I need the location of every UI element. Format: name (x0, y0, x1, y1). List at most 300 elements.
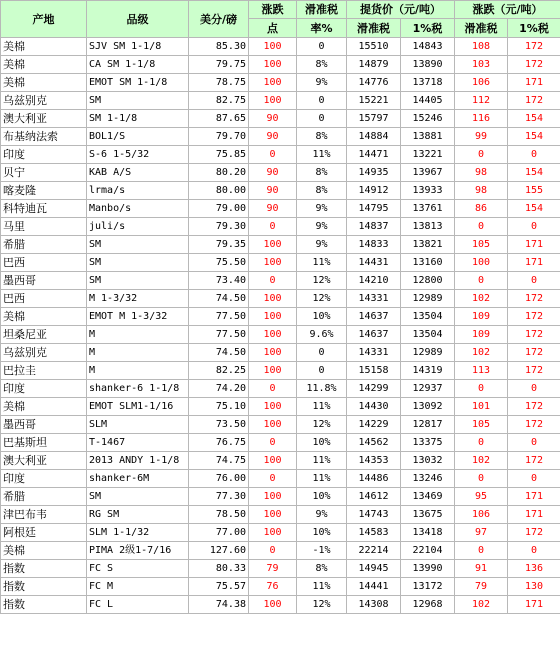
table-row (1, 164, 560, 182)
cell-price: 79.75 (189, 56, 249, 74)
cell-grade: SJV SM 1-1/8 (87, 38, 189, 56)
cell-change-sliding: 0 (455, 470, 508, 488)
cell-change-pts: 0 (249, 272, 297, 290)
cell-price: 78.50 (189, 506, 249, 524)
cell-change-1pct: 172 (508, 326, 560, 344)
cell-sliding-rate: 0 (297, 38, 347, 56)
cell-change-pts: 100 (249, 74, 297, 92)
cell-price-sliding: 14299 (347, 380, 401, 398)
cell-price: 73.40 (189, 272, 249, 290)
cell-change-sliding: 100 (455, 254, 508, 272)
cell-origin: 坦桑尼亚 (1, 326, 87, 344)
cell-change-pts: 90 (249, 164, 297, 182)
cell-sliding-rate: 11% (297, 398, 347, 416)
cell-price-1pct: 12989 (401, 290, 455, 308)
cell-price-sliding: 14612 (347, 488, 401, 506)
cell-grade: SM (87, 92, 189, 110)
cell-change-pts: 90 (249, 182, 297, 200)
cell-change-sliding: 108 (455, 38, 508, 56)
cell-origin: 墨西哥 (1, 272, 87, 290)
cell-grade: SM 1-1/8 (87, 110, 189, 128)
cell-change-pts: 100 (249, 398, 297, 416)
cell-price: 77.50 (189, 308, 249, 326)
cell-change-sliding: 116 (455, 110, 508, 128)
cell-sliding-rate: 12% (297, 416, 347, 434)
cell-change-1pct: 172 (508, 38, 560, 56)
cell-change-pts: 0 (249, 146, 297, 164)
cell-change-pts: 90 (249, 200, 297, 218)
cell-origin: 澳大利亚 (1, 452, 87, 470)
cell-origin: 希腊 (1, 488, 87, 506)
cell-change-sliding: 106 (455, 506, 508, 524)
cell-origin: 美棉 (1, 308, 87, 326)
cell-price-sliding: 14879 (347, 56, 401, 74)
cell-sliding-rate: 12% (297, 596, 347, 614)
cell-grade: shanker-6 1-1/8 (87, 380, 189, 398)
cell-change-sliding: 91 (455, 560, 508, 578)
cell-price: 77.00 (189, 524, 249, 542)
cell-price-sliding: 14912 (347, 182, 401, 200)
cell-grade: FC L (87, 596, 189, 614)
table-row (1, 254, 560, 272)
cell-grade: M (87, 362, 189, 380)
cell-change-pts: 0 (249, 470, 297, 488)
cell-grade: M (87, 344, 189, 362)
cell-origin: 乌兹别克 (1, 92, 87, 110)
cell-change-sliding: 109 (455, 326, 508, 344)
header-usd-per-lb: 美分/磅 (189, 1, 249, 38)
cell-price-1pct: 14405 (401, 92, 455, 110)
cell-sliding-rate: 10% (297, 524, 347, 542)
cell-grade: EMOT SM 1-1/8 (87, 74, 189, 92)
cell-change-sliding: 99 (455, 128, 508, 146)
table-row (1, 362, 560, 380)
cell-price: 80.33 (189, 560, 249, 578)
header-change-group: 涨跌（元/吨） (455, 1, 560, 19)
cell-change-1pct: 0 (508, 542, 560, 560)
cell-origin: 美棉 (1, 38, 87, 56)
cell-price-sliding: 14229 (347, 416, 401, 434)
cell-change-1pct: 172 (508, 290, 560, 308)
cell-sliding-rate: 9% (297, 236, 347, 254)
cell-change-1pct: 172 (508, 398, 560, 416)
table-row (1, 218, 560, 236)
table-row (1, 596, 560, 614)
cell-change-sliding: 0 (455, 380, 508, 398)
header-port-sliding: 滑准税 (347, 19, 401, 38)
cell-price-sliding: 14945 (347, 560, 401, 578)
cell-change-1pct: 172 (508, 344, 560, 362)
cell-change-sliding: 0 (455, 272, 508, 290)
cell-sliding-rate: 12% (297, 290, 347, 308)
cell-price: 75.85 (189, 146, 249, 164)
table-row (1, 344, 560, 362)
table-row (1, 74, 560, 92)
header-change-pts-2: 点 (249, 19, 297, 38)
cell-change-sliding: 102 (455, 344, 508, 362)
cell-price-sliding: 14795 (347, 200, 401, 218)
cell-sliding-rate: 8% (297, 182, 347, 200)
cell-origin: 印度 (1, 470, 87, 488)
cell-price-1pct: 13967 (401, 164, 455, 182)
cell-change-1pct: 171 (508, 488, 560, 506)
cell-sliding-rate: 11% (297, 578, 347, 596)
cell-price-1pct: 13504 (401, 326, 455, 344)
cell-origin: 阿根廷 (1, 524, 87, 542)
cell-change-pts: 0 (249, 380, 297, 398)
cell-price-1pct: 13675 (401, 506, 455, 524)
cell-price-1pct: 14319 (401, 362, 455, 380)
cell-change-pts: 100 (249, 236, 297, 254)
cell-grade: EMOT SLM1-1/16 (87, 398, 189, 416)
cell-price-1pct: 12968 (401, 596, 455, 614)
cell-price-sliding: 14637 (347, 308, 401, 326)
cell-price-1pct: 12800 (401, 272, 455, 290)
cell-price-sliding: 14935 (347, 164, 401, 182)
cell-change-sliding: 101 (455, 398, 508, 416)
cell-price: 77.30 (189, 488, 249, 506)
cell-origin: 印度 (1, 146, 87, 164)
cell-grade: SM (87, 254, 189, 272)
cell-price: 82.25 (189, 362, 249, 380)
cell-change-sliding: 112 (455, 92, 508, 110)
header-chg-sliding: 滑准税 (455, 19, 508, 38)
header-row-1 (1, 1, 560, 19)
cell-grade: SLM 1-1/32 (87, 524, 189, 542)
cell-price-1pct: 22104 (401, 542, 455, 560)
cell-price: 74.75 (189, 452, 249, 470)
cell-origin: 巴西 (1, 290, 87, 308)
header-origin: 产地 (1, 1, 87, 38)
cell-change-1pct: 155 (508, 182, 560, 200)
cell-change-sliding: 0 (455, 542, 508, 560)
cell-price-1pct: 13718 (401, 74, 455, 92)
cell-price-1pct: 13504 (401, 308, 455, 326)
cell-price-sliding: 15510 (347, 38, 401, 56)
cell-change-pts: 100 (249, 92, 297, 110)
cell-sliding-rate: 0 (297, 344, 347, 362)
cell-price-1pct: 13933 (401, 182, 455, 200)
table-row (1, 128, 560, 146)
cell-price: 75.50 (189, 254, 249, 272)
cell-change-pts: 0 (249, 218, 297, 236)
header-sliding-tax-2: 率% (297, 19, 347, 38)
cell-price-1pct: 15246 (401, 110, 455, 128)
cell-price: 74.20 (189, 380, 249, 398)
cell-price-1pct: 13469 (401, 488, 455, 506)
cell-origin: 布基纳法索 (1, 128, 87, 146)
cell-change-1pct: 172 (508, 416, 560, 434)
cell-price-sliding: 15221 (347, 92, 401, 110)
cell-price: 82.75 (189, 92, 249, 110)
cell-change-sliding: 98 (455, 164, 508, 182)
cell-sliding-rate: 9% (297, 200, 347, 218)
cell-change-pts: 90 (249, 110, 297, 128)
cell-sliding-rate: 0 (297, 92, 347, 110)
cell-change-pts: 79 (249, 560, 297, 578)
cell-change-1pct: 171 (508, 506, 560, 524)
table-row (1, 380, 560, 398)
cell-grade: M 1-3/32 (87, 290, 189, 308)
cell-price-1pct: 13813 (401, 218, 455, 236)
table-row (1, 236, 560, 254)
cell-change-sliding: 103 (455, 56, 508, 74)
table-row (1, 470, 560, 488)
cell-change-pts: 100 (249, 290, 297, 308)
cell-change-pts: 100 (249, 362, 297, 380)
cell-origin: 巴基斯坦 (1, 434, 87, 452)
cell-sliding-rate: 0 (297, 110, 347, 128)
cell-price: 79.35 (189, 236, 249, 254)
table-row (1, 38, 560, 56)
cell-origin: 贝宁 (1, 164, 87, 182)
table-row (1, 110, 560, 128)
cell-sliding-rate: 11% (297, 254, 347, 272)
cell-origin: 美棉 (1, 398, 87, 416)
cell-change-pts: 0 (249, 434, 297, 452)
cell-change-sliding: 109 (455, 308, 508, 326)
cell-price-sliding: 14471 (347, 146, 401, 164)
cell-change-1pct: 171 (508, 596, 560, 614)
cell-grade: S-6 1-5/32 (87, 146, 189, 164)
cell-change-pts: 0 (249, 542, 297, 560)
cell-origin: 墨西哥 (1, 416, 87, 434)
cell-price-1pct: 14843 (401, 38, 455, 56)
cell-change-1pct: 154 (508, 200, 560, 218)
cell-sliding-rate: 9.6% (297, 326, 347, 344)
cell-price-sliding: 22214 (347, 542, 401, 560)
cell-origin: 指数 (1, 560, 87, 578)
table-row (1, 56, 560, 74)
cell-sliding-rate: 8% (297, 560, 347, 578)
cell-origin: 巴拉圭 (1, 362, 87, 380)
cell-price: 77.50 (189, 326, 249, 344)
header-grade: 品级 (87, 1, 189, 38)
cell-change-1pct: 171 (508, 254, 560, 272)
cell-origin: 巴西 (1, 254, 87, 272)
cell-change-1pct: 172 (508, 452, 560, 470)
cell-change-1pct: 154 (508, 164, 560, 182)
cell-grade: SM (87, 272, 189, 290)
cell-price-1pct: 13418 (401, 524, 455, 542)
cell-price-sliding: 14562 (347, 434, 401, 452)
table-row (1, 326, 560, 344)
cell-change-sliding: 86 (455, 200, 508, 218)
cell-change-pts: 100 (249, 38, 297, 56)
cell-price-1pct: 13890 (401, 56, 455, 74)
cell-grade: RG SM (87, 506, 189, 524)
cell-change-1pct: 172 (508, 308, 560, 326)
cell-price-sliding: 14776 (347, 74, 401, 92)
cell-change-1pct: 172 (508, 56, 560, 74)
cell-price: 87.65 (189, 110, 249, 128)
cell-price: 74.50 (189, 344, 249, 362)
table-row (1, 398, 560, 416)
cell-sliding-rate: 10% (297, 308, 347, 326)
cell-grade: Manbo/s (87, 200, 189, 218)
cell-change-1pct: 130 (508, 578, 560, 596)
header-sliding-tax-1: 滑准税 (297, 1, 347, 19)
cell-origin: 马里 (1, 218, 87, 236)
table-row (1, 524, 560, 542)
header-port-1pct: 1%税 (401, 19, 455, 38)
cell-price: 74.38 (189, 596, 249, 614)
cell-grade: BOL1/S (87, 128, 189, 146)
table-row (1, 506, 560, 524)
table-row (1, 542, 560, 560)
cell-change-1pct: 0 (508, 218, 560, 236)
table-row (1, 200, 560, 218)
cell-price: 76.00 (189, 470, 249, 488)
table-row (1, 452, 560, 470)
cell-price: 79.70 (189, 128, 249, 146)
cell-price-sliding: 14637 (347, 326, 401, 344)
cell-change-1pct: 171 (508, 74, 560, 92)
header-change-pts-1: 涨跌 (249, 1, 297, 19)
cell-change-pts: 100 (249, 254, 297, 272)
cell-sliding-rate: 9% (297, 218, 347, 236)
cell-sliding-rate: 12% (297, 272, 347, 290)
cell-change-sliding: 79 (455, 578, 508, 596)
cell-sliding-rate: -1% (297, 542, 347, 560)
cell-sliding-rate: 11% (297, 146, 347, 164)
cell-grade: SM (87, 488, 189, 506)
cell-price-1pct: 12817 (401, 416, 455, 434)
cell-sliding-rate: 10% (297, 488, 347, 506)
cell-price-sliding: 14833 (347, 236, 401, 254)
cell-price: 75.10 (189, 398, 249, 416)
cell-price: 85.30 (189, 38, 249, 56)
cell-origin: 美棉 (1, 542, 87, 560)
cell-grade: CA SM 1-1/8 (87, 56, 189, 74)
cell-price: 80.00 (189, 182, 249, 200)
cell-grade: EMOT M 1-3/32 (87, 308, 189, 326)
cell-price-sliding: 14583 (347, 524, 401, 542)
cell-change-pts: 100 (249, 488, 297, 506)
cell-origin: 科特迪瓦 (1, 200, 87, 218)
cell-change-pts: 100 (249, 326, 297, 344)
cell-change-pts: 100 (249, 416, 297, 434)
cell-price-1pct: 13221 (401, 146, 455, 164)
table-row (1, 146, 560, 164)
cell-change-pts: 100 (249, 452, 297, 470)
cell-price: 78.75 (189, 74, 249, 92)
cell-change-1pct: 154 (508, 128, 560, 146)
cell-grade: M (87, 326, 189, 344)
cell-price-sliding: 14331 (347, 344, 401, 362)
cell-price: 76.75 (189, 434, 249, 452)
cell-grade: PIMA 2级1-7/16 (87, 542, 189, 560)
cell-change-1pct: 172 (508, 92, 560, 110)
cell-sliding-rate: 0 (297, 362, 347, 380)
cell-price-1pct: 13881 (401, 128, 455, 146)
cell-price-sliding: 15797 (347, 110, 401, 128)
cell-price-sliding: 14884 (347, 128, 401, 146)
cell-change-sliding: 0 (455, 434, 508, 452)
cell-sliding-rate: 9% (297, 506, 347, 524)
cell-sliding-rate: 9% (297, 74, 347, 92)
cell-origin: 希腊 (1, 236, 87, 254)
cell-change-sliding: 98 (455, 182, 508, 200)
header-port-price: 提货价（元/吨） (347, 1, 455, 19)
cell-origin: 印度 (1, 380, 87, 398)
cell-change-pts: 100 (249, 344, 297, 362)
cell-price-sliding: 14430 (347, 398, 401, 416)
cell-price-sliding: 14743 (347, 506, 401, 524)
cell-change-pts: 100 (249, 308, 297, 326)
cell-price: 80.20 (189, 164, 249, 182)
cell-change-sliding: 105 (455, 236, 508, 254)
cell-sliding-rate: 8% (297, 164, 347, 182)
cell-change-sliding: 95 (455, 488, 508, 506)
cell-change-sliding: 105 (455, 416, 508, 434)
cell-price-sliding: 14486 (347, 470, 401, 488)
cell-price-1pct: 13990 (401, 560, 455, 578)
cell-origin: 澳大利亚 (1, 110, 87, 128)
cell-sliding-rate: 8% (297, 128, 347, 146)
cell-price-sliding: 14431 (347, 254, 401, 272)
cell-price-1pct: 13821 (401, 236, 455, 254)
cell-change-sliding: 106 (455, 74, 508, 92)
cell-origin: 指数 (1, 596, 87, 614)
cell-change-1pct: 154 (508, 110, 560, 128)
table-row (1, 578, 560, 596)
cell-change-sliding: 102 (455, 596, 508, 614)
cell-grade: 2013 ANDY 1-1/8 (87, 452, 189, 470)
cell-change-1pct: 172 (508, 362, 560, 380)
table-row (1, 416, 560, 434)
cell-price-sliding: 14837 (347, 218, 401, 236)
cell-change-sliding: 0 (455, 146, 508, 164)
cell-price-1pct: 13092 (401, 398, 455, 416)
cell-change-1pct: 0 (508, 470, 560, 488)
cell-change-1pct: 136 (508, 560, 560, 578)
cell-price-sliding: 15158 (347, 362, 401, 380)
cell-change-1pct: 0 (508, 434, 560, 452)
cell-change-1pct: 171 (508, 236, 560, 254)
table-row (1, 182, 560, 200)
cell-sliding-rate: 8% (297, 56, 347, 74)
cell-change-pts: 100 (249, 56, 297, 74)
cell-grade: shanker-6M (87, 470, 189, 488)
table-row (1, 92, 560, 110)
cell-origin: 乌兹别克 (1, 344, 87, 362)
cell-price-1pct: 13032 (401, 452, 455, 470)
cell-origin: 喀麦隆 (1, 182, 87, 200)
cell-origin: 指数 (1, 578, 87, 596)
cell-grade: FC M (87, 578, 189, 596)
cell-origin: 美棉 (1, 74, 87, 92)
cell-change-pts: 100 (249, 506, 297, 524)
cell-price-1pct: 13761 (401, 200, 455, 218)
cell-price-1pct: 12937 (401, 380, 455, 398)
cell-change-1pct: 0 (508, 146, 560, 164)
cell-change-pts: 90 (249, 128, 297, 146)
cell-sliding-rate: 11.8% (297, 380, 347, 398)
cell-price-sliding: 14331 (347, 290, 401, 308)
cell-sliding-rate: 11% (297, 470, 347, 488)
cell-grade: T-1467 (87, 434, 189, 452)
cell-price-1pct: 13375 (401, 434, 455, 452)
table-row (1, 434, 560, 452)
cell-price: 73.50 (189, 416, 249, 434)
cell-change-sliding: 0 (455, 218, 508, 236)
table-row (1, 272, 560, 290)
cell-change-sliding: 102 (455, 290, 508, 308)
cell-price-1pct: 12989 (401, 344, 455, 362)
cell-sliding-rate: 11% (297, 452, 347, 470)
table-row (1, 308, 560, 326)
